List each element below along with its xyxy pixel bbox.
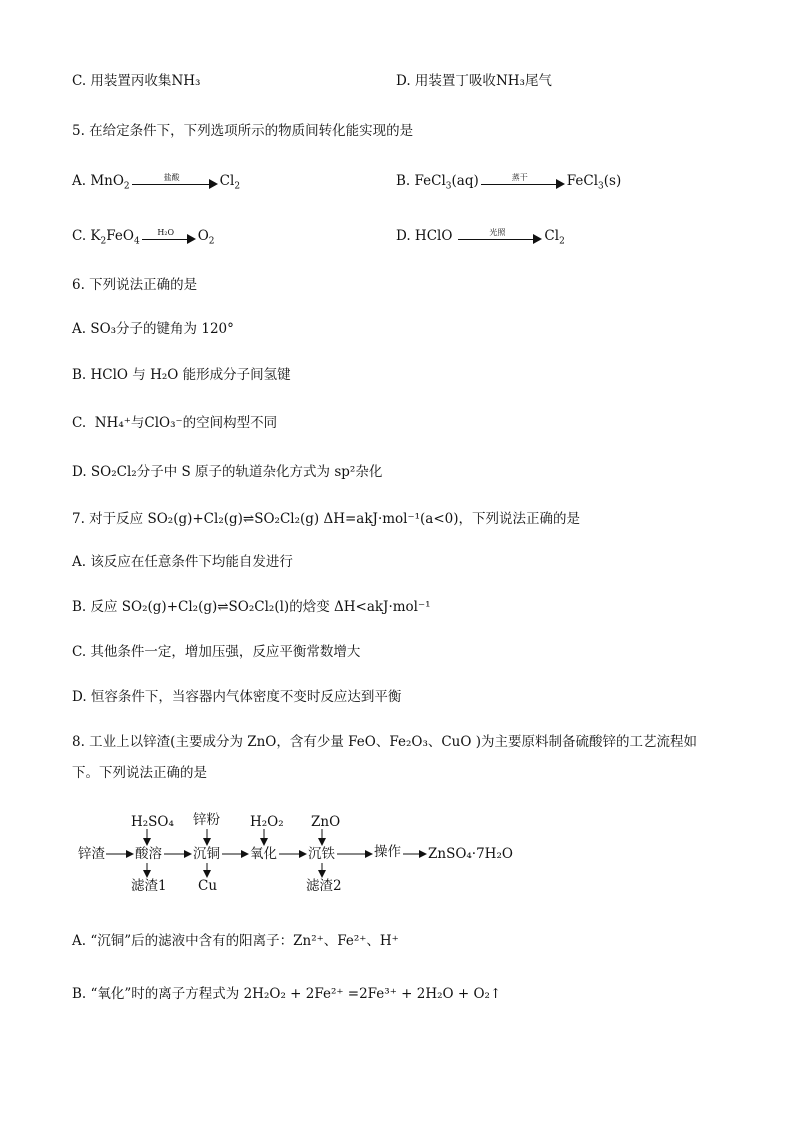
q5-option-d: D. HClO 光照 $Cl_2$ — [396, 227, 565, 247]
q4-option-d: D. 用装置丁吸收NH₃尾气 — [396, 73, 552, 89]
q6-c-ion1: NH₄⁺ — [94, 415, 131, 431]
q8-stem-line1: 8. 工业上以锌渣(主要成分为 ZnO，含有少量 FeO、Fe₂O₃、CuO )为主要原料制备硫酸锌的工艺流程如 — [72, 734, 698, 750]
flow-step-acid-dissolve: 酸溶 — [135, 846, 162, 862]
flow-step-oxidation: 氧化 — [250, 846, 277, 862]
q7-option-b: B. 反应 SO₂(g)+Cl₂(g)⇌SO₂Cl₂(l)的焓变 ΔH<akJ·mol⁻¹ — [72, 599, 431, 615]
q4-option-d-formula: NH₃ — [495, 73, 525, 89]
q4-option-c: C. 用装置丙收集NH₃ — [72, 73, 201, 89]
flow-output-residue2: 滤渣2 — [306, 878, 342, 894]
q5-c-arrow: H₂O — [142, 230, 196, 244]
flow-arrows — [78, 810, 518, 900]
q5-stem: 5. 在给定条件下，下列选项所示的物质间转化能实现的是 — [72, 123, 414, 139]
q5-d-arrow: 光照 — [458, 230, 542, 244]
q6-stem: 6. 下列说法正确的是 — [72, 277, 198, 293]
q6-option-c: C. NH₄⁺与ClO₃⁻的空间构型不同 — [72, 415, 278, 431]
q6-option-a: A. SO₃分子的键角为 120° — [72, 321, 234, 337]
flow-step-copper-precip: 沉铜 — [193, 846, 220, 862]
q4-option-c-formula: NH₃ — [171, 73, 201, 89]
q6-option-d: D. SO₂Cl₂分子中 S 原子的轨道杂化方式为 sp²杂化 — [72, 464, 383, 480]
flow-input-h2o2: H₂O₂ — [250, 814, 284, 830]
flow-input-h2so4: H₂SO₄ — [131, 814, 174, 830]
q7-option-c: C. 其他条件一定，增加压强，反应平衡常数增大 — [72, 644, 361, 660]
flow-input-zinc-powder: 锌粉 — [193, 812, 220, 828]
flow-output-cu: Cu — [198, 878, 218, 894]
q7-stem: 7. 对于反应 SO₂(g)+Cl₂(g)⇌SO₂Cl₂(g) ΔH=akJ·mol⁻¹(a<0)，下列说法正确的是 — [72, 511, 581, 527]
process-flow-diagram — [78, 810, 518, 900]
q5-option-a: A. MnO$_2$ 盐酸 $Cl_2$ — [72, 172, 241, 192]
q7-option-a: A. 该反应在任意条件下均能自发进行 — [72, 554, 293, 570]
flow-input-zno: ZnO — [311, 814, 341, 830]
flow-output-residue1: 滤渣1 — [131, 878, 167, 894]
q5-option-c: C. $K_2FeO_4$ H₂O $O_2$ — [72, 227, 215, 247]
q5-a-arrow: 盐酸 — [132, 175, 218, 189]
flow-start-zinc-slag: 锌渣 — [78, 846, 105, 862]
q8-stem-line2: 下。下列说法正确的是 — [72, 765, 207, 781]
q5-option-b: B. FeCl$_3$(aq) 蒸干 FeCl$_3$(s) — [396, 172, 622, 192]
flow-step-iron-precip: 沉铁 — [308, 846, 335, 862]
q8-option-b: B. “氧化”时的离子方程式为 2H₂O₂ + 2Fe²⁺ =2Fe³⁺ + 2H₂O + O₂↑ — [72, 986, 502, 1002]
q8-option-a: A. “沉铜”后的滤液中含有的阳离子：Zn²⁺、Fe²⁺、H⁺ — [72, 933, 399, 949]
q6-c-ion2: ClO₃⁻ — [144, 415, 183, 431]
flow-step-operation: 操作 — [374, 844, 401, 860]
q5-b-arrow: 蒸干 — [481, 175, 565, 189]
q6-option-b: B. HClO 与 H₂O 能形成分子间氢键 — [72, 367, 291, 383]
flow-product: ZnSO₄·7H₂O — [428, 846, 513, 862]
q7-option-d: D. 恒容条件下，当容器内气体密度不变时反应达到平衡 — [72, 689, 402, 705]
